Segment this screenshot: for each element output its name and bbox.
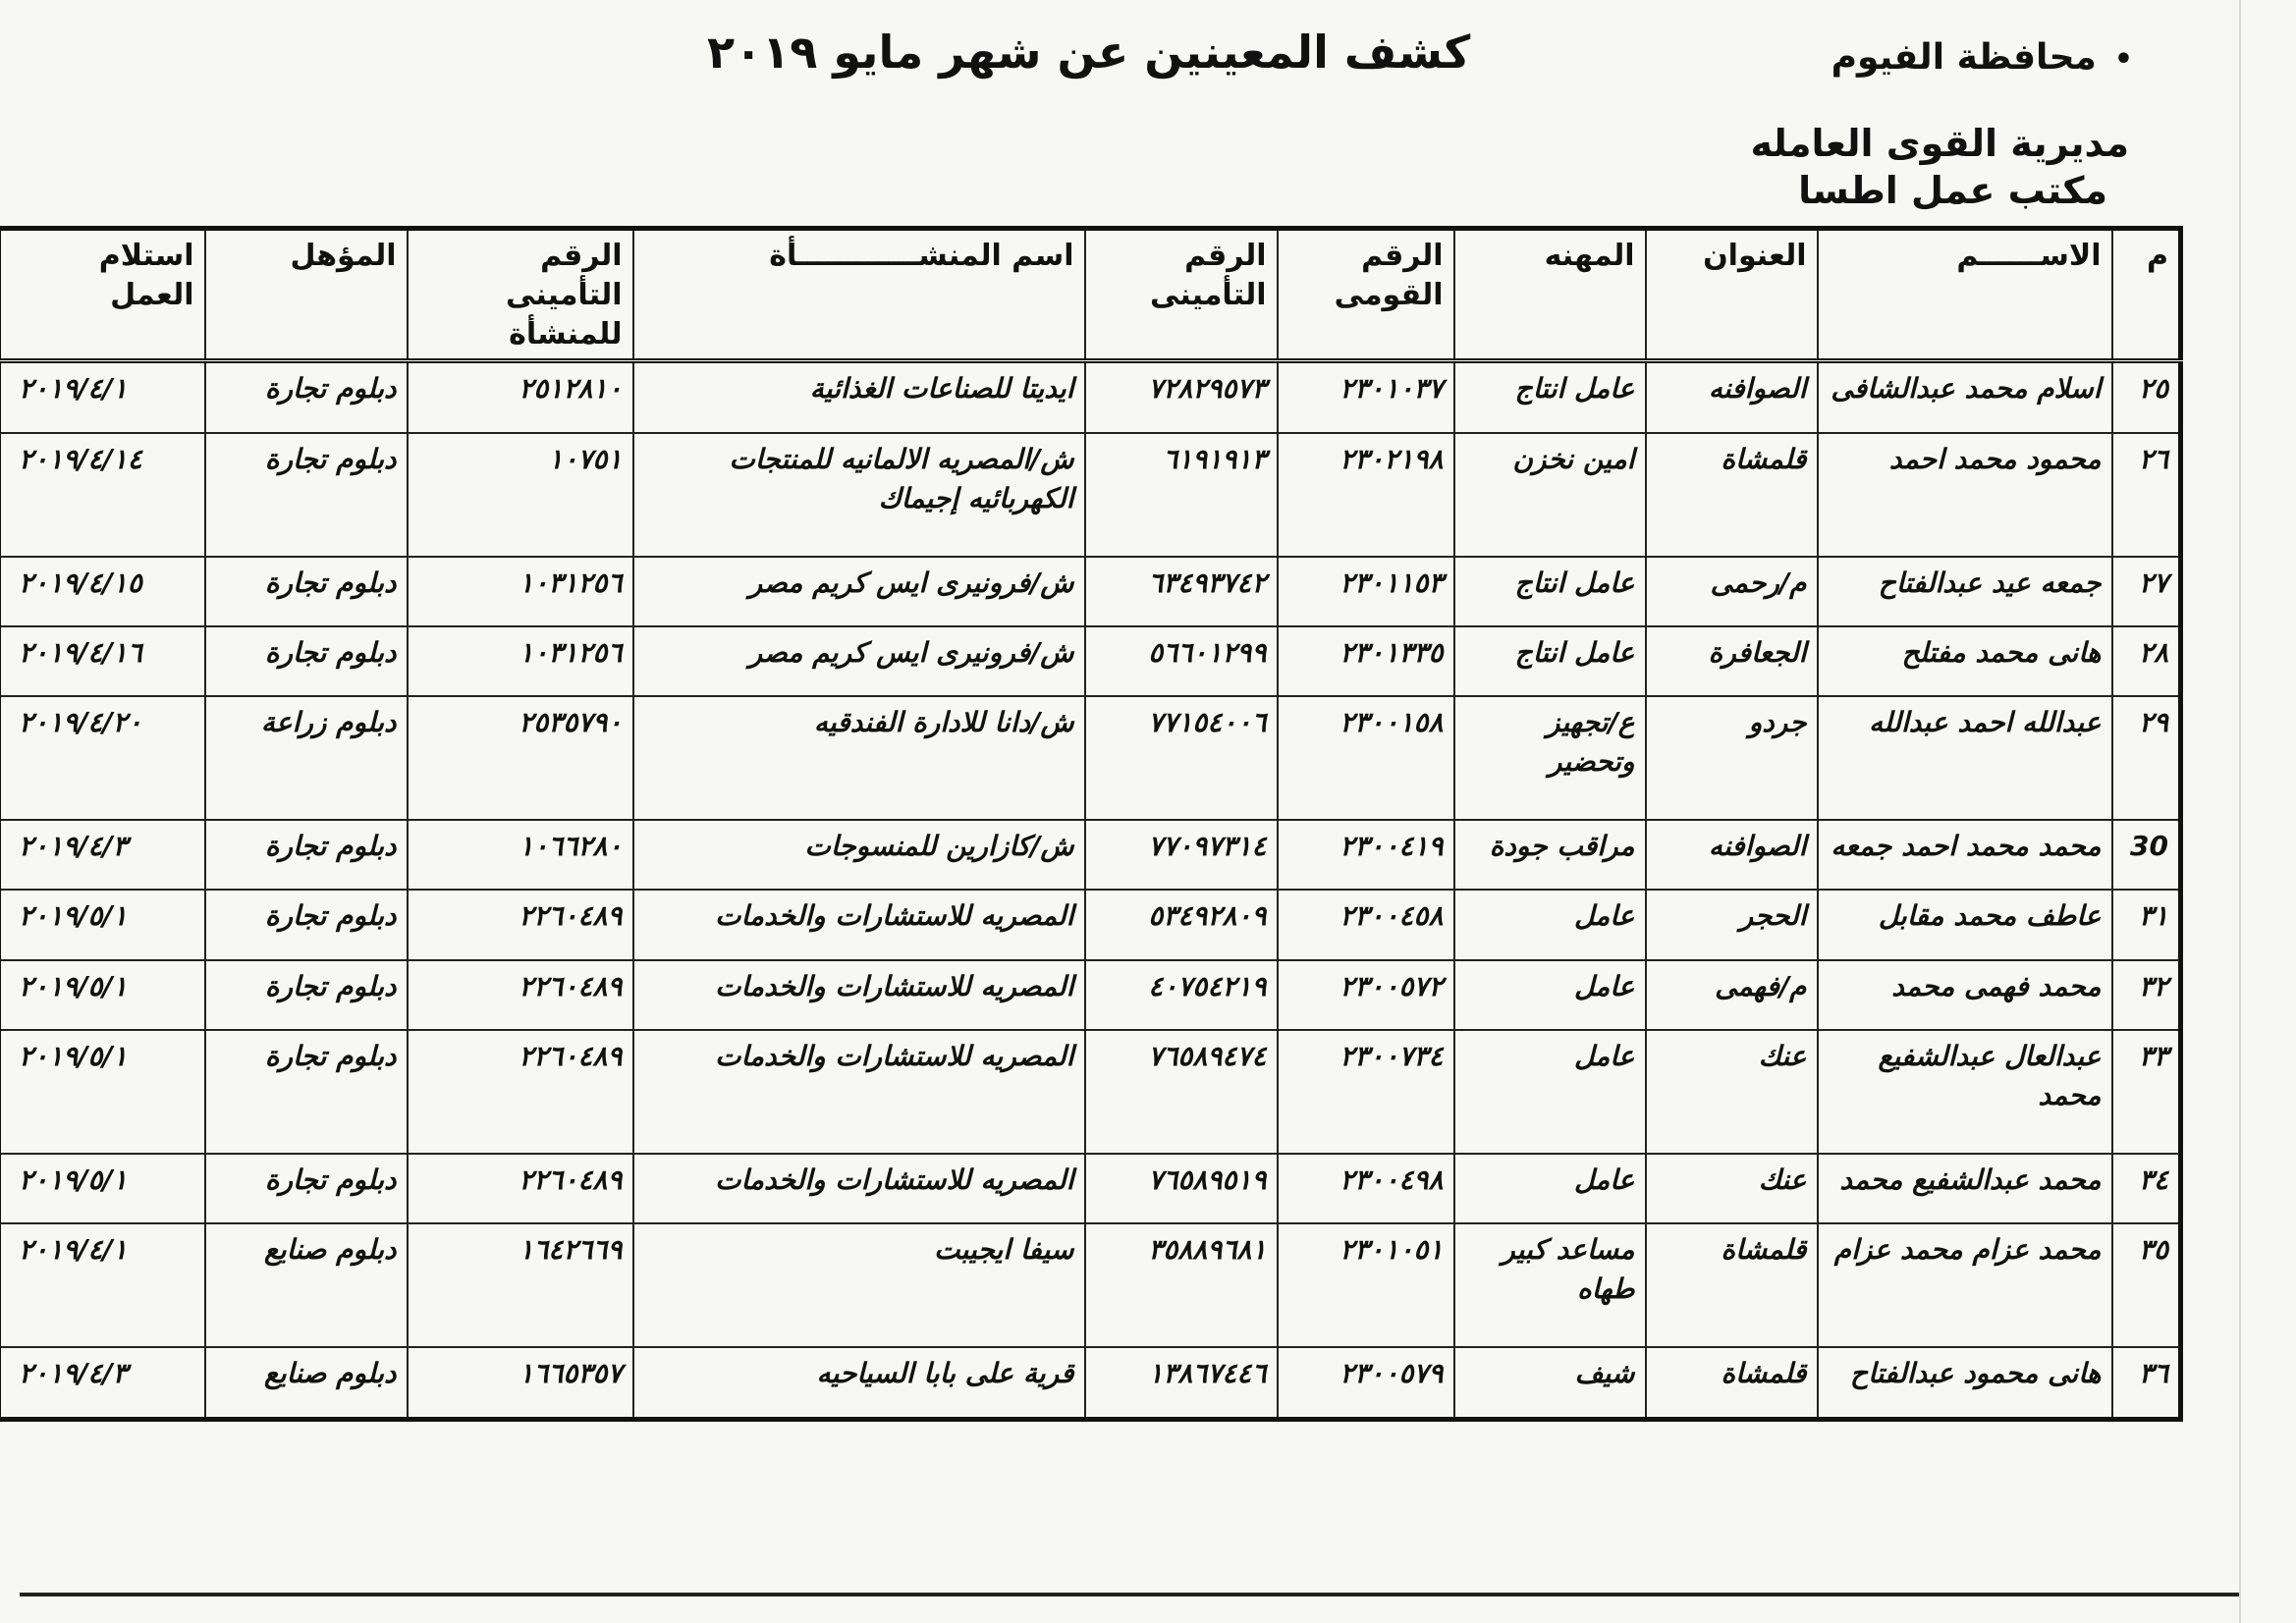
cell-qualification: دبلوم تجارة: [205, 890, 408, 959]
cell-insurance-no: ٦٣٤٩٣٧٤٢: [1085, 557, 1278, 626]
cell-est-insurance-no: ٢٢٦٠٤٨٩: [408, 1030, 633, 1154]
col-start-date-header: استلام العمل: [0, 229, 205, 361]
cell-establishment: ش/كازارين للمنسوجات: [633, 820, 1085, 890]
table-header-row: [0, 229, 2181, 361]
cell-qualification: دبلوم تجارة: [205, 820, 408, 890]
col-qualification-header: المؤهل: [205, 229, 408, 361]
cell-establishment: ش/فرونيرى ايس كريم مصر: [633, 626, 1085, 696]
cell-address: قلمشاة: [1646, 1347, 1818, 1419]
cell-national-id: ٢٣٠٠٤٩٨: [1278, 1154, 1454, 1223]
col-index-header: م: [2112, 229, 2181, 361]
cell-qualification: دبلوم تجارة: [205, 361, 408, 433]
cell-address: الصوافنه: [1646, 820, 1818, 890]
cell-establishment: المصريه للاستشارات والخدمات: [633, 890, 1085, 959]
cell-name: محمد عبدالشفيع محمد: [1818, 1154, 2112, 1223]
cell-profession: عامل انتاج: [1454, 361, 1646, 433]
table-row: [0, 890, 2181, 959]
table-row: [0, 1223, 2181, 1347]
cell-profession: عامل انتاج: [1454, 557, 1646, 626]
cell-start-date: ٢٠١٩/٥/١: [0, 1154, 205, 1223]
cell-profession: عامل: [1454, 1154, 1646, 1223]
cell-index: ٢٥: [2112, 361, 2181, 433]
cell-profession: مراقب جودة: [1454, 820, 1646, 890]
cell-qualification: دبلوم تجارة: [205, 1030, 408, 1154]
cell-qualification: دبلوم تجارة: [205, 960, 408, 1030]
cell-insurance-no: ٣٥٨٨٩٦٨١: [1085, 1223, 1278, 1347]
cell-est-insurance-no: ٢٥٣٥٧٩٠: [408, 696, 633, 820]
governorate-label: • محافظة الفيوم: [1831, 37, 2133, 78]
table-row: [0, 433, 2181, 557]
cell-name: محمد محمد احمد جمعه: [1818, 820, 2112, 890]
cell-profession: شيف: [1454, 1347, 1646, 1419]
cell-index: ٣٢: [2112, 960, 2181, 1030]
cell-start-date: ٢٠١٩/٤/١: [0, 1223, 205, 1347]
table-row: [0, 960, 2181, 1030]
cell-name: اسلام محمد عبدالشافى: [1818, 361, 2112, 433]
cell-profession: عامل: [1454, 1030, 1646, 1154]
cell-start-date: ٢٠١٩/٤/٢٠: [0, 696, 205, 820]
cell-national-id: ٢٣٠٠٤٥٨: [1278, 890, 1454, 959]
cell-address: الجعافرة: [1646, 626, 1818, 696]
cell-insurance-no: ٦١٩١٩١٣: [1085, 433, 1278, 557]
cell-national-id: ٢٣٠١١٥٣: [1278, 557, 1454, 626]
cell-index: ٣٦: [2112, 1347, 2181, 1419]
scan-edge: [2239, 0, 2241, 1623]
cell-est-insurance-no: ١٦٤٢٦٦٩: [408, 1223, 633, 1347]
cell-name: عاطف محمد مقابل: [1818, 890, 2112, 959]
cell-name: هانى محمد مفتلح: [1818, 626, 2112, 696]
cell-est-insurance-no: ١٦٦٥٣٥٧: [408, 1347, 633, 1419]
cell-est-insurance-no: ٢٢٦٠٤٨٩: [408, 960, 633, 1030]
cell-establishment: ش/المصريه الالمانيه للمنتجات الكهربائيه إجيماك: [633, 433, 1085, 557]
table-row: [0, 361, 2181, 433]
cell-insurance-no: ٤٠٧٥٤٢١٩: [1085, 960, 1278, 1030]
cell-national-id: ٢٣٠٠٥٧٢: [1278, 960, 1454, 1030]
table-row: [0, 696, 2181, 820]
cell-national-id: ٢٣٠١٣٣٥: [1278, 626, 1454, 696]
cell-national-id: ٢٣٠٠١٥٨: [1278, 696, 1454, 820]
page-title: كشف المعينين عن شهر مايو ٢٠١٩: [707, 26, 1471, 79]
cell-index: ٣٥: [2112, 1223, 2181, 1347]
cell-address: الصوافنه: [1646, 361, 1818, 433]
cell-insurance-no: ١٣٨٦٧٤٤٦: [1085, 1347, 1278, 1419]
cell-establishment: قرية على بابا السياحيه: [633, 1347, 1085, 1419]
col-national-id-header: الرقم القومى: [1278, 229, 1454, 361]
cell-national-id: ٢٣٠١٠٣٧: [1278, 361, 1454, 433]
cell-qualification: دبلوم صنايع: [205, 1223, 408, 1347]
cell-establishment: المصريه للاستشارات والخدمات: [633, 1154, 1085, 1223]
cell-profession: مساعد كبير طهاه: [1454, 1223, 1646, 1347]
cell-insurance-no: ٥٦٦٠١٢٩٩: [1085, 626, 1278, 696]
cell-start-date: ٢٠١٩/٥/١: [0, 890, 205, 959]
cell-est-insurance-no: ٢٢٦٠٤٨٩: [408, 890, 633, 959]
cell-qualification: دبلوم تجارة: [205, 557, 408, 626]
cell-insurance-no: ٧٦٥٨٩٤٧٤: [1085, 1030, 1278, 1154]
cell-name: جمعه عيد عبدالفتاح: [1818, 557, 2112, 626]
cell-start-date: ٢٠١٩/٥/١: [0, 960, 205, 1030]
cell-index: ٢٧: [2112, 557, 2181, 626]
cell-national-id: ٢٣٠٠٧٣٤: [1278, 1030, 1454, 1154]
cell-national-id: ٢٣٠٢١٩٨: [1278, 433, 1454, 557]
cell-establishment: ايديتا للصناعات الغذائية: [633, 361, 1085, 433]
col-establishment-header: اسم المنشــــــــــــأة: [633, 229, 1085, 361]
directorate-label: مديرية القوى العامله: [1750, 122, 2129, 165]
cell-establishment: المصريه للاستشارات والخدمات: [633, 960, 1085, 1030]
cell-qualification: دبلوم تجارة: [205, 433, 408, 557]
cell-start-date: ٢٠١٩/٤/١٦: [0, 626, 205, 696]
cell-insurance-no: ٥٣٤٩٢٨٠٩: [1085, 890, 1278, 959]
cell-index: ٢٨: [2112, 626, 2181, 696]
cell-profession: عامل: [1454, 890, 1646, 959]
table-row: [0, 1154, 2181, 1223]
cell-insurance-no: ٧٦٥٨٩٥١٩: [1085, 1154, 1278, 1223]
cell-profession: امين نخزن: [1454, 433, 1646, 557]
cell-est-insurance-no: ١٠٣١٢٥٦: [408, 557, 633, 626]
cell-est-insurance-no: ٢٢٦٠٤٨٩: [408, 1154, 633, 1223]
col-address-header: العنوان: [1646, 229, 1818, 361]
cell-insurance-no: ٧٧٠٩٧٣١٤: [1085, 820, 1278, 890]
cell-start-date: ٢٠١٩/٤/١: [0, 361, 205, 433]
cell-insurance-no: ٧٧١٥٤٠٠٦: [1085, 696, 1278, 820]
table-row: [0, 1030, 2181, 1154]
table-row: [0, 557, 2181, 626]
cell-est-insurance-no: ١٠٣١٢٥٦: [408, 626, 633, 696]
office-label: مكتب عمل اطسا: [1798, 169, 2107, 212]
cell-national-id: ٢٣٠٠٥٧٩: [1278, 1347, 1454, 1419]
cell-address: قلمشاة: [1646, 433, 1818, 557]
cell-address: الحجر: [1646, 890, 1818, 959]
cell-start-date: ٢٠١٩/٤/١٥: [0, 557, 205, 626]
cell-establishment: المصريه للاستشارات والخدمات: [633, 1030, 1085, 1154]
cell-address: قلمشاة: [1646, 1223, 1818, 1347]
col-name-header: الاســــــم: [1818, 229, 2112, 361]
cell-name: هانى محمود عبدالفتاح: [1818, 1347, 2112, 1419]
col-est-insurance-header: الرقم التأمينى للمنشأة: [408, 229, 633, 361]
cell-start-date: ٢٠١٩/٤/٣: [0, 820, 205, 890]
cell-profession: عامل: [1454, 960, 1646, 1030]
table-row: [0, 626, 2181, 696]
cell-name: عبدالعال عبدالشفيع محمد: [1818, 1030, 2112, 1154]
cell-est-insurance-no: ١٠٧٥١: [408, 433, 633, 557]
col-profession-header: المهنه: [1454, 229, 1646, 361]
cell-address: عنك: [1646, 1030, 1818, 1154]
cell-address: جردو: [1646, 696, 1818, 820]
cell-index: ٢٦: [2112, 433, 2181, 557]
cell-start-date: ٢٠١٩/٤/١٤: [0, 433, 205, 557]
appointees-table: [0, 226, 2183, 1422]
cell-national-id: ٢٣٠١٠٥١: [1278, 1223, 1454, 1347]
col-insurance-header: الرقم التأمينى: [1085, 229, 1278, 361]
cell-establishment: ش/فرونيرى ايس كريم مصر: [633, 557, 1085, 626]
cell-establishment: سيفا ايجيبت: [633, 1223, 1085, 1347]
cell-index: 30: [2112, 820, 2181, 890]
cell-insurance-no: ٧٢٨٢٩٥٧٣: [1085, 361, 1278, 433]
cell-name: محمود محمد احمد: [1818, 433, 2112, 557]
table-row: [0, 1347, 2181, 1419]
cell-index: ٢٩: [2112, 696, 2181, 820]
cell-est-insurance-no: ٢٥١٢٨١٠: [408, 361, 633, 433]
cell-index: ٣٤: [2112, 1154, 2181, 1223]
cell-qualification: دبلوم زراعة: [205, 696, 408, 820]
cell-address: م/فهمى: [1646, 960, 1818, 1030]
cell-qualification: دبلوم صنايع: [205, 1347, 408, 1419]
bottom-divider: [20, 1593, 2239, 1596]
cell-national-id: ٢٣٠٠٤١٩: [1278, 820, 1454, 890]
cell-profession: ع/تجهيز وتحضير: [1454, 696, 1646, 820]
cell-profession: عامل انتاج: [1454, 626, 1646, 696]
cell-start-date: ٢٠١٩/٤/٣: [0, 1347, 205, 1419]
cell-name: محمد فهمى محمد: [1818, 960, 2112, 1030]
cell-start-date: ٢٠١٩/٥/١: [0, 1030, 205, 1154]
cell-index: ٣٣: [2112, 1030, 2181, 1154]
cell-address: م/رحمى: [1646, 557, 1818, 626]
cell-establishment: ش/دانا للادارة الفندقيه: [633, 696, 1085, 820]
table-row: [0, 820, 2181, 890]
cell-name: محمد عزام محمد عزام: [1818, 1223, 2112, 1347]
cell-name: عبدالله احمد عبدالله: [1818, 696, 2112, 820]
cell-est-insurance-no: ١٠٦٦٢٨٠: [408, 820, 633, 890]
cell-index: ٣١: [2112, 890, 2181, 959]
cell-address: عنك: [1646, 1154, 1818, 1223]
cell-qualification: دبلوم تجارة: [205, 626, 408, 696]
cell-qualification: دبلوم تجارة: [205, 1154, 408, 1223]
